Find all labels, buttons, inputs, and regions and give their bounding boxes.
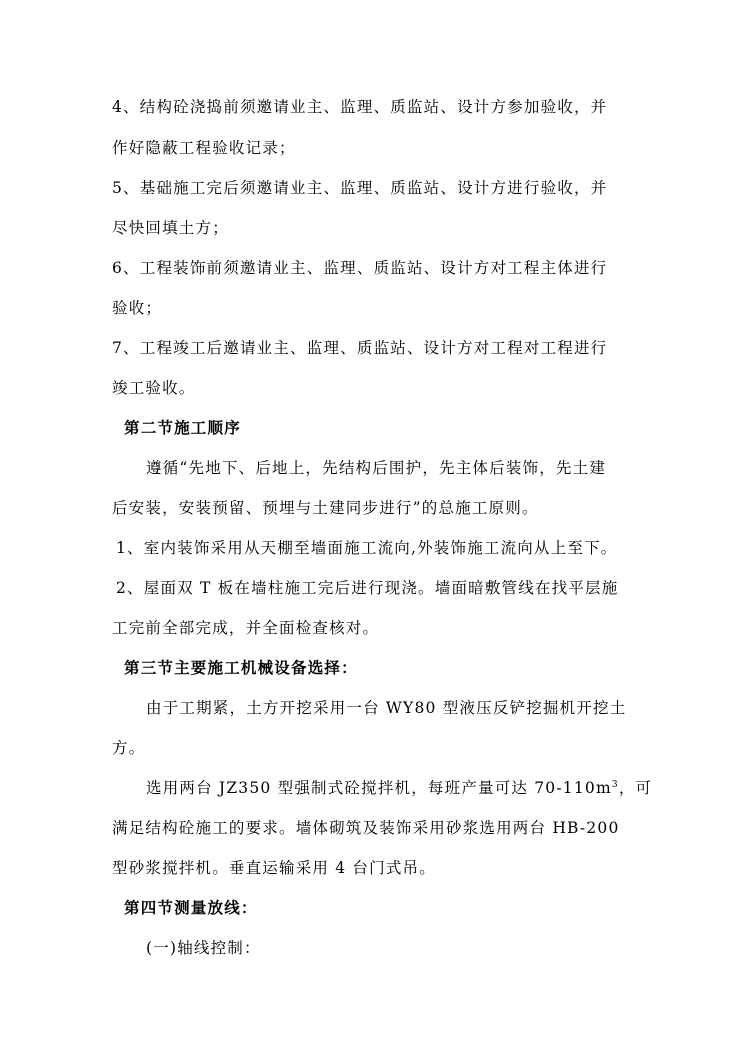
section-3-paragraph-1-line-1: 由于工期紧，土方开挖采用一台 WY80 型液压反铲挖掘机开挖土	[146, 699, 627, 717]
section-2-intro-line-2: 后安装，安装预留、预埋与土建同步进行”的总施工原则。	[112, 499, 539, 517]
section-2-point-1: 1、室内装饰采用从天棚至墙面施工流向,外装饰施工流向从上至下。	[116, 539, 618, 557]
item-6-line-2: 验收；	[112, 299, 163, 317]
machine-spec-tail: ，可	[618, 779, 653, 797]
item-6-line-1: 6、工程装饰前须邀请业主、监理、质监站、设计方对工程主体进行	[112, 259, 608, 277]
item-4-line-2: 作好隐蔽工程验收记录；	[112, 139, 296, 157]
cubic-superscript: 3	[611, 779, 619, 790]
section-2-point-2-line-1: 2、屋面双 T 板在墙柱施工完后进行现浇。墙面暗敷管线在找平层施	[116, 579, 619, 597]
item-7-line-2: 竣工验收。	[112, 379, 196, 397]
section-4-subheading-1: (一)轴线控制：	[146, 939, 261, 957]
section-3-paragraph-2-line-1	[146, 778, 652, 798]
section-4-heading: 第四节测量放线：	[124, 899, 258, 917]
item-7-line-1: 7、工程竣工后邀请业主、监理、质监站、设计方对工程对工程进行	[112, 339, 608, 357]
item-4-line-1: 4、结构砼浇捣前须邀请业主、监理、质监站、设计方参加验收，并	[112, 98, 608, 116]
item-5-line-1: 5、基础施工完后须邀请业主、监理、质监站、设计方进行验收，并	[112, 179, 608, 197]
section-3-paragraph-1-line-2: 方。	[112, 739, 146, 757]
section-2-intro-line-1: 遵循“先地下、后地上，先结构后围护，先主体后装饰，先土建	[146, 459, 607, 477]
section-3-heading: 第三节主要施工机械设备选择：	[124, 659, 358, 677]
item-5-line-2: 尽快回填土方；	[112, 219, 229, 237]
section-2-heading: 第二节施工顺序	[124, 419, 241, 437]
section-2-point-2-line-2: 工完前全部完成，并全面检查核对。	[112, 619, 380, 637]
section-3-paragraph-2-line-3: 型砂浆搅拌机。垂直运输采用 4 台门式吊。	[112, 859, 436, 877]
section-3-paragraph-2-line-2: 满足结构砼施工的要求。墙体砌筑及装饰采用砂浆选用两台 HB-200	[112, 819, 620, 837]
machine-spec-text: 选用两台 JZ350 型强制式砼搅拌机，每班产量可达 70-110m	[146, 779, 612, 797]
